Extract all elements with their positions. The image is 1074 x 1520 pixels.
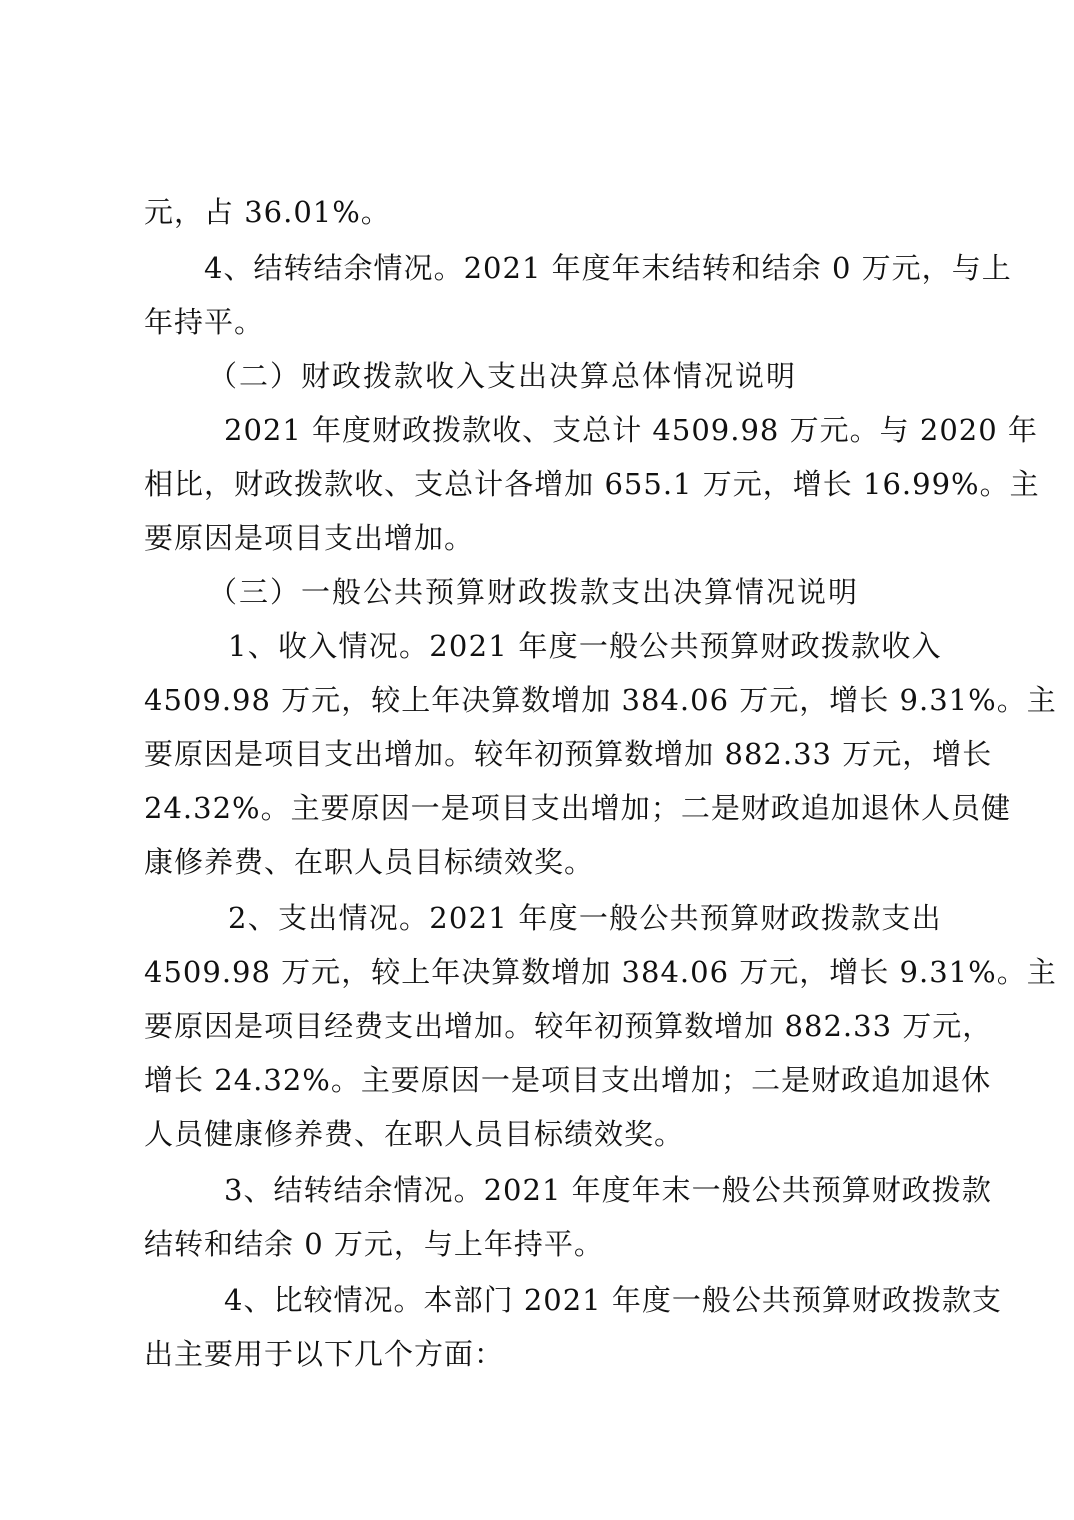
text-line-13: 康修养费、在职人员目标绩效奖。 bbox=[144, 845, 595, 879]
text-line-15: 4 5 0 9 . 9 8 万 元 ， 较 上 年 决 算 数 增 加 3 8 4 . 0 6 万 元 ， 增 长 9 . 3 1 % 。 主 bbox=[144, 955, 1057, 989]
text-line-3: 年持平。 bbox=[144, 305, 265, 339]
text-line-21: 4 、 比 较 情 况 。 本 部 门 2 0 2 1 年 度 一 般 公 共 预 算 财 政 拨 款 支 bbox=[224, 1283, 1003, 1317]
section-heading-3: （三）一般公共预算财政拨款支出决算情况说明 bbox=[208, 575, 860, 609]
text-line-11: 要 原 因 是 项 目 支 出 增 加 。 较 年 初 预 算 数 增 加 8 8 2 . 3 3 万 元 ， 增 长 bbox=[144, 737, 993, 771]
text-line-1: 元，占 36.01%。 bbox=[144, 195, 391, 229]
text-line-10: 4 5 0 9 . 9 8 万 元 ， 较 上 年 决 算 数 增 加 3 8 4 . 0 6 万 元 ， 增 长 9 . 3 1 % 。 主 bbox=[144, 683, 1057, 717]
text-line-22: 出主要用于以下几个方面： bbox=[144, 1337, 505, 1371]
text-line-9: 1 、 收 入 情 况 。 2 0 2 1 年 度 一 般 公 共 预 算 财 政 拨 款 收 入 bbox=[228, 629, 942, 663]
text-line-12: 2 4 . 3 2 % 。 主 要 原 因 一 是 项 目 支 出 增 加 ； 二 是 财 政 追 加 退 休 人 员 健 bbox=[144, 791, 1011, 825]
text-line-5: 2 0 2 1 年 度 财 政 拨 款 收 、 支 总 计 4 5 0 9 . 9 8 万 元 。 与 2 0 2 0 年 bbox=[224, 413, 1038, 447]
text-line-19: 3 、 结 转 结 余 情 况 。 2 0 2 1 年 度 年 末 一 般 公 共 预 算 财 政 拨 款 bbox=[224, 1173, 992, 1207]
text-line-6: 相 比 ， 财 政 拨 款 收 、 支 总 计 各 增 加 6 5 5 . 1 万 元 ， 增 长 1 6 . 9 9 % 。 主 bbox=[144, 467, 1040, 501]
text-line-20: 结转和结余 0 万元，与上年持平。 bbox=[144, 1227, 604, 1261]
text-line-2: 4 、 结 转 结 余 情 况 。 2 0 2 1 年 度 年 末 结 转 和 结 余 0 万 元 ， 与 上 bbox=[204, 251, 1012, 285]
section-heading-2: （二）财政拨款收入支出决算总体情况说明 bbox=[208, 359, 798, 393]
text-line-18: 人员健康修养费、在职人员目标绩效奖。 bbox=[144, 1117, 685, 1151]
text-line-17: 增 长 2 4 . 3 2 % 。 主 要 原 因 一 是 项 目 支 出 增 加 ； 二 是 财 政 追 加 退 休 bbox=[144, 1063, 992, 1097]
text-line-7: 要原因是项目支出增加。 bbox=[144, 521, 475, 555]
text-line-16: 要 原 因 是 项 目 经 费 支 出 增 加 。 较 年 初 预 算 数 增 加 8 8 2 . 3 3 万 元 ， bbox=[144, 1009, 993, 1043]
text-line-14: 2 、 支 出 情 况 。 2 0 2 1 年 度 一 般 公 共 预 算 财 政 拨 款 支 出 bbox=[228, 901, 942, 935]
